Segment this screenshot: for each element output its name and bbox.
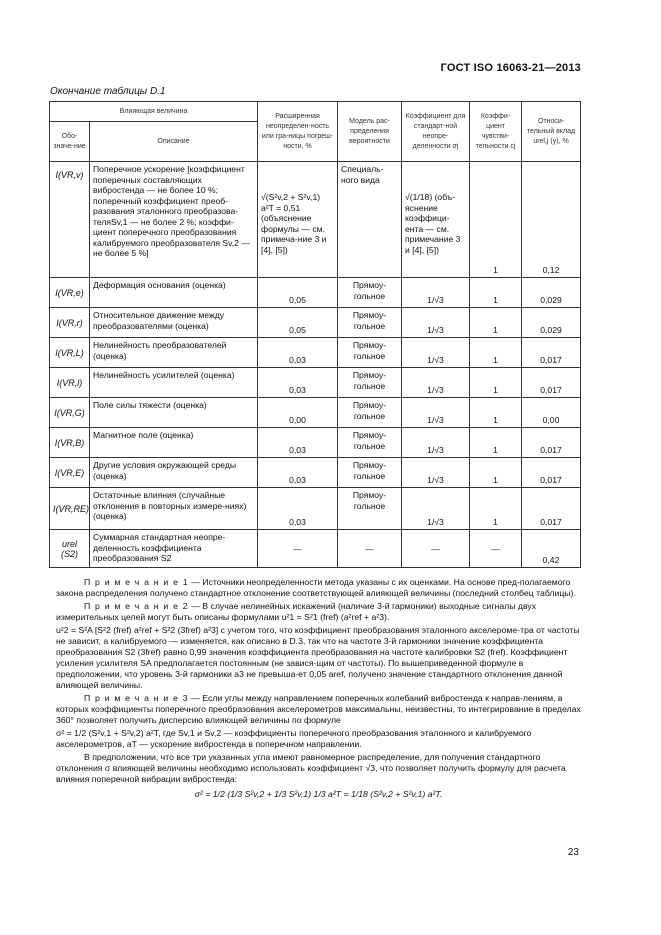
table-row bbox=[50, 338, 581, 368]
row-symbol: I(VR,L) bbox=[50, 338, 90, 368]
header-coef-sens: Коэффи-циент чувстви-тельности cj bbox=[470, 102, 522, 162]
row-contrib: 0,017 bbox=[522, 338, 581, 368]
note-3-formula: σ² = 1/2 (1/3 S²v,2 + 1/3 S²v,1) 1/3 a²T = 1/18 (S²v,2 + S²v,1) a²T. bbox=[194, 789, 443, 799]
row-sens: 1 bbox=[470, 278, 522, 308]
row-coef: 1/√3 bbox=[402, 368, 470, 398]
row-symbol: I(VR,r) bbox=[50, 308, 90, 338]
row-sens: — bbox=[470, 530, 522, 568]
row-description: Поперечное ускорение [коэффициент поперечных составляющих вибростенда — не более 10 %; поперечный коэффициент преоб-разования эталонного преобразова-теляSv,1 — не более 2 %; коэффи-циент поперечного преобразования калибруемого преобразователя Sv,2 — не более 5 %] bbox=[90, 162, 258, 278]
row-contrib: 0,017 bbox=[522, 368, 581, 398]
row-contrib: 0,029 bbox=[522, 278, 581, 308]
row-symbol: I(VR,E) bbox=[50, 458, 90, 488]
row-symbol: urel (S2) bbox=[50, 530, 90, 568]
row-model: Прямоу-гольное bbox=[338, 398, 402, 428]
row-expanded: — bbox=[258, 530, 338, 568]
row-expanded: 0,00 bbox=[258, 398, 338, 428]
row-contrib: 0,12 bbox=[522, 162, 581, 278]
row-symbol: I(VR,G) bbox=[50, 398, 90, 428]
note-3 bbox=[56, 693, 581, 726]
row-coef: 1/√3 bbox=[402, 488, 470, 530]
row-sens: 1 bbox=[470, 368, 522, 398]
table-row bbox=[50, 530, 581, 568]
row-sens: 1 bbox=[470, 458, 522, 488]
row-contrib: 0,00 bbox=[522, 398, 581, 428]
row-description: Нелинейность усилителей (оценка) bbox=[90, 368, 258, 398]
row-description: Остаточные влияния (случайные отклонения в повторных измере-ниях) (оценка) bbox=[90, 488, 258, 530]
row-model: Прямоу-гольное bbox=[338, 458, 402, 488]
note-1-text: — Источники неопределенности метода указаны с их оценками. На основе пред-полагаемого закона распределения получено стандартное отклонение соответствующей влияющей величины (последний столбец таблицы). bbox=[56, 577, 576, 598]
table-caption: Окончание таблицы D.1 bbox=[50, 86, 166, 97]
row-sens: 1 bbox=[470, 398, 522, 428]
row-description: Суммарная стандартная неопре-деленность коэффициента преобразования S2 bbox=[90, 530, 258, 568]
row-description: Относительное движение между преобразователями (оценка) bbox=[90, 308, 258, 338]
row-symbol: I(VR,v) bbox=[50, 162, 90, 278]
note-3-label: П р и м е ч а н и е 3 bbox=[84, 693, 189, 703]
row-symbol: I(VR,e) bbox=[50, 278, 90, 308]
row-sens: 1 bbox=[470, 308, 522, 338]
table-row bbox=[50, 488, 581, 530]
row-coef: 1/√3 bbox=[402, 278, 470, 308]
row-contrib: 0,42 bbox=[522, 530, 581, 568]
note-2-text-a: — В случае нелинейных искажений (наличие 3-й гармоники) выходные сигналы двух измерительных цепей могут быть описаны формулами u²1 = S²1 (fref) (a²ref + a²3). bbox=[56, 601, 537, 622]
note-2-text-b: u²2 = S²A [S²2 (fref) a²ref + S²2 (3fref) a²3] с учетом того, что коэффициент преобразования эталонного акселероме-тра от частоты не зависит, а калибруемого — изменяется, как описано в D.3, так что на частоте 3-й гармоники значение коэффициента преобразования S2 (3fref) равно 0,99 значения коэффициента преобразования на частоте калибровки S2 (fref). Коэффициент усиления усилителя SA предполагается постоянным (не завися-щим от частоты). По вышеприведенной формуле в предположении, что уровень 3-й гармоники a3 не превыша-ет 0,05 aref, получено значение стандартного отклонения данной влияющей величины. bbox=[56, 625, 580, 690]
row-symbol: I(VR,l) bbox=[50, 368, 90, 398]
note-1-label: П р и м е ч а н и е 1 bbox=[84, 577, 189, 587]
row-contrib: 0,017 bbox=[522, 488, 581, 530]
row-contrib: 0,017 bbox=[522, 458, 581, 488]
row-sens: 1 bbox=[470, 162, 522, 278]
row-expanded: 0,03 bbox=[258, 488, 338, 530]
header-contrib: Относи-тельный вклад urel,j (y), % bbox=[522, 102, 581, 162]
row-coef: 1/√3 bbox=[402, 338, 470, 368]
header-expanded: Расширенная неопределен-ность или гра-ницы погреш-ности, % bbox=[258, 102, 338, 162]
row-description: Нелинейность преобразователей (оценка) bbox=[90, 338, 258, 368]
table-row bbox=[50, 368, 581, 398]
row-model: Прямоу-гольное bbox=[338, 308, 402, 338]
row-sens: 1 bbox=[470, 338, 522, 368]
row-symbol: I(VR,RE) bbox=[50, 488, 90, 530]
row-model: Прямоу-гольное bbox=[338, 488, 402, 530]
row-description: Деформация основания (оценка) bbox=[90, 278, 258, 308]
row-model: — bbox=[338, 530, 402, 568]
row-sens: 1 bbox=[470, 488, 522, 530]
row-description: Магнитное поле (оценка) bbox=[90, 428, 258, 458]
row-expanded: 0,03 bbox=[258, 368, 338, 398]
table-row bbox=[50, 458, 581, 488]
row-coef: — bbox=[402, 530, 470, 568]
standard-header: ГОСТ ISO 16063-21—2013 bbox=[440, 62, 581, 74]
row-coef: 1/√3 bbox=[402, 308, 470, 338]
row-expanded: 0,03 bbox=[258, 428, 338, 458]
note-2-label: П р и м е ч а н и е 2 bbox=[84, 601, 189, 611]
row-expanded: √(S²v,2 + S²v,1) a²T = 0,51 (объяснение формулы — см. примеча-ние 3 и [4], [5]) bbox=[258, 162, 338, 278]
row-model: Прямоу-гольное bbox=[338, 278, 402, 308]
header-coef-std: Коэффициент для стандарт-ной неопре-деленности σj bbox=[402, 102, 470, 162]
header-influencing: Влияющая величина bbox=[50, 102, 258, 122]
note-3-text-a: — Если углы между направлением поперечных колебаний вибростенда к направ-лениям, в которых коэффициенты поперечного преобразования акселерометров максимальны, неизвестны, то интегрирование в пределах 360° позволяет получить дисперсию влияющей величины по формуле bbox=[56, 693, 581, 725]
note-3-text-b: σ² = 1/2 (S²v,1 + S²v,2) a²T, где Sv,1 и Sv,2 — коэффициенты поперечного преобразования эталонного и калибруемого акселерометров, aT — ускорение вибростенда в поперечном направлении. bbox=[56, 728, 532, 749]
note-3-text-c: В предположении, что все три указанных угла имеют равномерное распределение, для получения стандартного отклонения σ влияющей величины необходимо использовать коэффициент √3, что позволяет получить формулу для расчета влияния поперечной вибрации вибростенда: bbox=[56, 752, 566, 784]
row-coef: √(1/18) (объ-яснение коэффици-ента — см. примечание 3 и [4], [5]) bbox=[402, 162, 470, 278]
row-description: Другие условия окружающей среды (оценка) bbox=[90, 458, 258, 488]
row-model: Специаль-ного вида bbox=[338, 162, 402, 278]
notes-section bbox=[56, 577, 581, 802]
note-1 bbox=[56, 577, 581, 599]
row-expanded: 0,05 bbox=[258, 308, 338, 338]
row-contrib: 0,017 bbox=[522, 428, 581, 458]
row-model: Прямоу-гольное bbox=[338, 368, 402, 398]
row-model: Прямоу-гольное bbox=[338, 338, 402, 368]
table-row bbox=[50, 162, 581, 278]
row-expanded: 0,03 bbox=[258, 458, 338, 488]
row-coef: 1/√3 bbox=[402, 428, 470, 458]
row-coef: 1/√3 bbox=[402, 398, 470, 428]
table-row bbox=[50, 398, 581, 428]
row-sens: 1 bbox=[470, 428, 522, 458]
row-expanded: 0,03 bbox=[258, 338, 338, 368]
page-number: 23 bbox=[567, 847, 579, 858]
row-coef: 1/√3 bbox=[402, 458, 470, 488]
header-model: Модель рас-пределения вероятности bbox=[338, 102, 402, 162]
header-description: Описание bbox=[90, 122, 258, 162]
table-row bbox=[50, 308, 581, 338]
table-row bbox=[50, 278, 581, 308]
row-contrib: 0,029 bbox=[522, 308, 581, 338]
row-description: Поле силы тяжести (оценка) bbox=[90, 398, 258, 428]
row-expanded: 0,05 bbox=[258, 278, 338, 308]
header-designation: Обо-значе-ние bbox=[50, 122, 90, 162]
row-symbol: I(VR,B) bbox=[50, 428, 90, 458]
row-model: Прямоу-гольное bbox=[338, 428, 402, 458]
uncertainty-table bbox=[49, 101, 581, 568]
note-2 bbox=[56, 601, 581, 623]
table-row bbox=[50, 428, 581, 458]
